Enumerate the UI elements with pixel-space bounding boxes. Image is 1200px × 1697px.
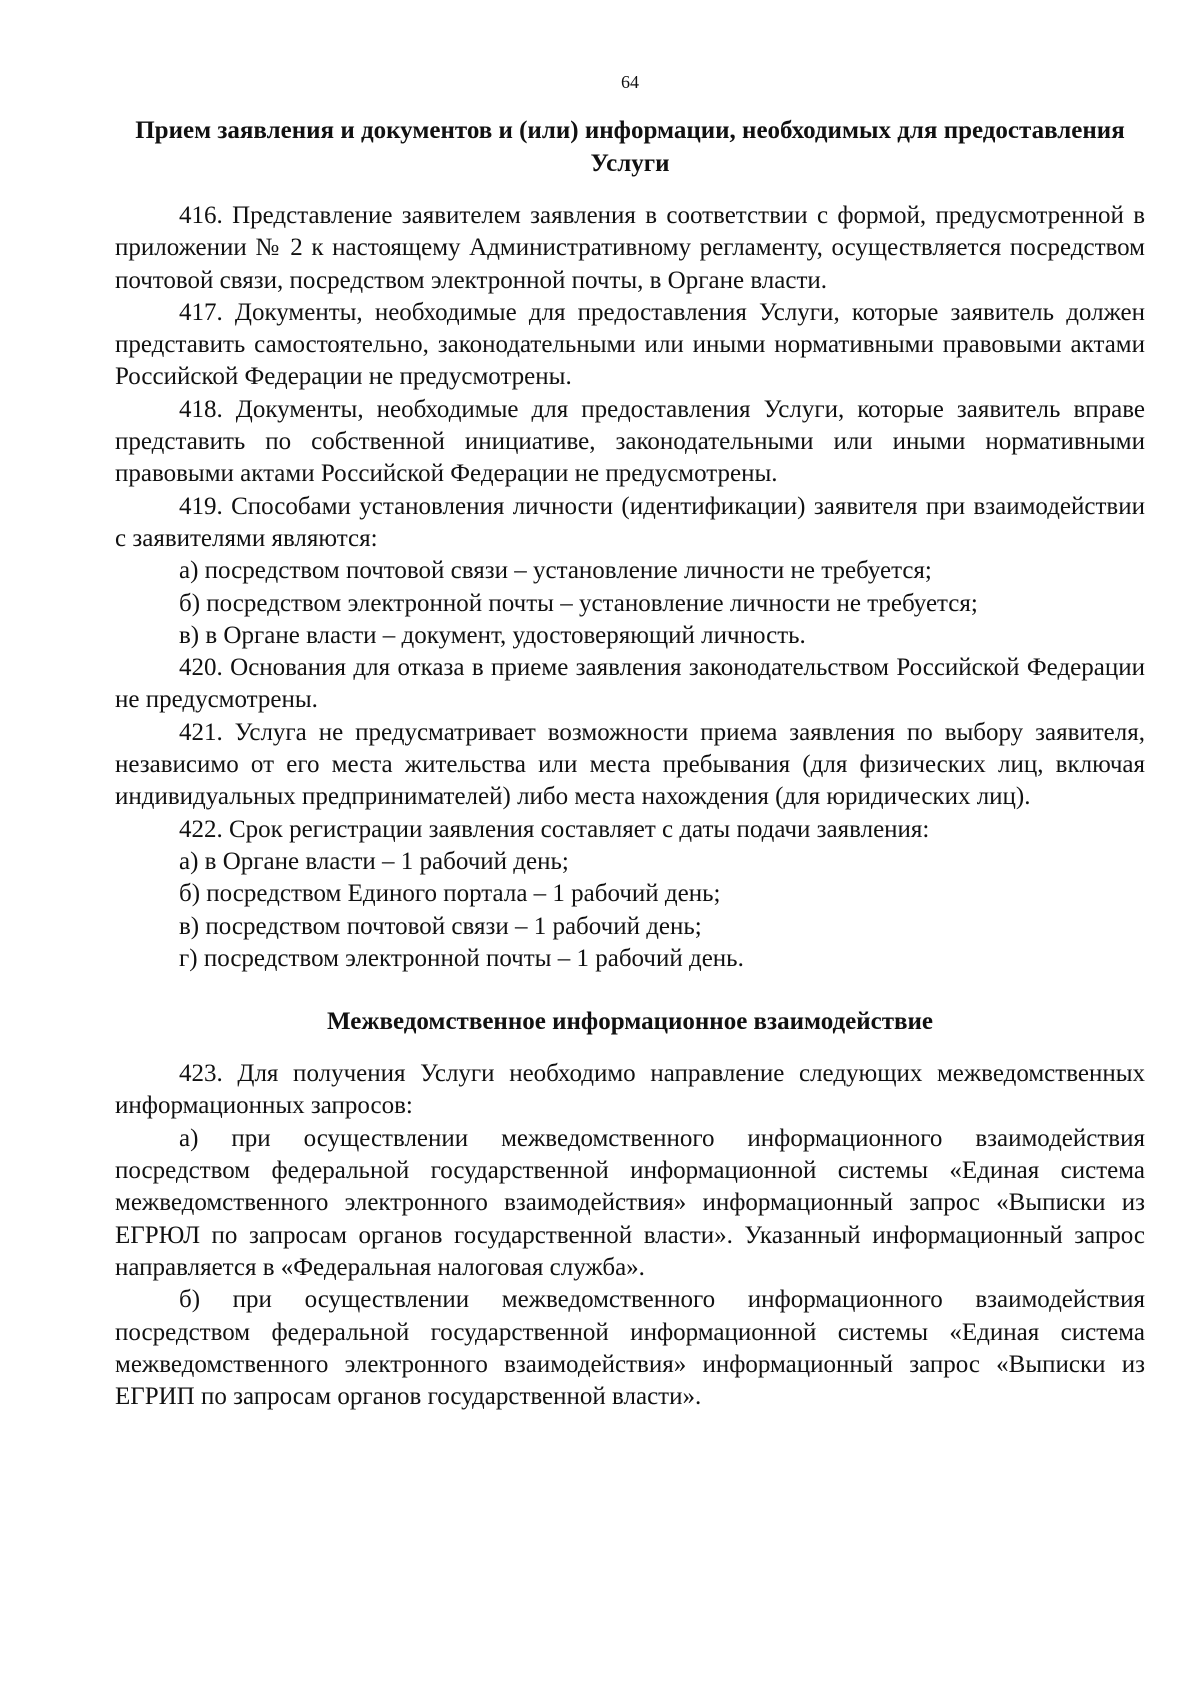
list-item-422-a: а) в Органе власти – 1 рабочий день; [179, 847, 569, 875]
page-number: 64 [621, 72, 639, 92]
paragraph-420: 420. Основания для отказа в приеме заявления законодательством Российской Федерации не предусмотрены. [115, 654, 1145, 714]
paragraph-417: 417. Документы, необходимые для предоставления Услуги, которые заявитель должен представить самостоятельно, законодательными или иными нормативными правовыми актами Российской Федерации не предусмотрены. [115, 298, 1145, 391]
list-item-422-c: в) посредством почтовой связи – 1 рабочий день; [179, 912, 702, 940]
paragraph-423-b: б) при осуществлении межведомственного информационного взаимодействия посредством федеральной государственной информационной системы «Единая система межведомственного электронного взаимодействия» информационный запрос «Выписки из ЕГРИП по запросам органов государственной власти». [115, 1286, 1145, 1411]
paragraph-423: 423. Для получения Услуги необходимо направление следующих межведомственных информационных запросов: [115, 1060, 1145, 1120]
document-page [115, 60, 1145, 1413]
section-heading-reception: Прием заявления и документов и (или) информации, необходимых для предоставления Услуги [135, 117, 1125, 177]
section-heading-interagency: Межведомственное информационное взаимодействие [327, 1008, 933, 1036]
list-item-419-b: б) посредством электронной почты – установление личности не требуется; [179, 589, 978, 617]
paragraph-422: 422. Срок регистрации заявления составляет с даты подачи заявления: [179, 815, 930, 843]
list-item-422-b: б) посредством Единого портала – 1 рабочий день; [179, 880, 721, 908]
list-item-419-c: в) в Органе власти – документ, удостоверяющий личность. [179, 621, 806, 649]
list-item-422-d: г) посредством электронной почты – 1 рабочий день. [179, 944, 744, 972]
list-item-419-a: а) посредством почтовой связи – установление личности не требуется; [179, 557, 932, 585]
paragraph-416: 416. Представление заявителем заявления в соответствии с формой, предусмотренной в приложении № 2 к настоящему Административному регламенту, осуществляется посредством почтовой связи, посредством электронной почты, в Органе власти. [115, 202, 1145, 294]
paragraph-421: 421. Услуга не предусматривает возможности приема заявления по выбору заявителя, независимо от его места жительства или места пребывания (для физических лиц, включая индивидуальных предпринимателей) либо места нахождения (для юридических лиц). [115, 718, 1145, 811]
paragraph-419: 419. Способами установления личности (идентификации) заявителя при взаимодействии с заявителями являются: [115, 492, 1145, 552]
paragraph-418: 418. Документы, необходимые для предоставления Услуги, которые заявитель вправе представить по собственной инициативе, законодательными или иными нормативными правовыми актами Российской Федерации не предусмотрены. [115, 395, 1145, 488]
paragraph-423-a: а) при осуществлении межведомственного информационного взаимодействия посредством федеральной государственной информационной системы «Единая система межведомственного электронного взаимодействия» информационный запрос «Выписки из ЕГРЮЛ по запросам органов государственной власти». Указанный информационный запрос направляется в «Федеральная налоговая служба». [115, 1124, 1145, 1281]
